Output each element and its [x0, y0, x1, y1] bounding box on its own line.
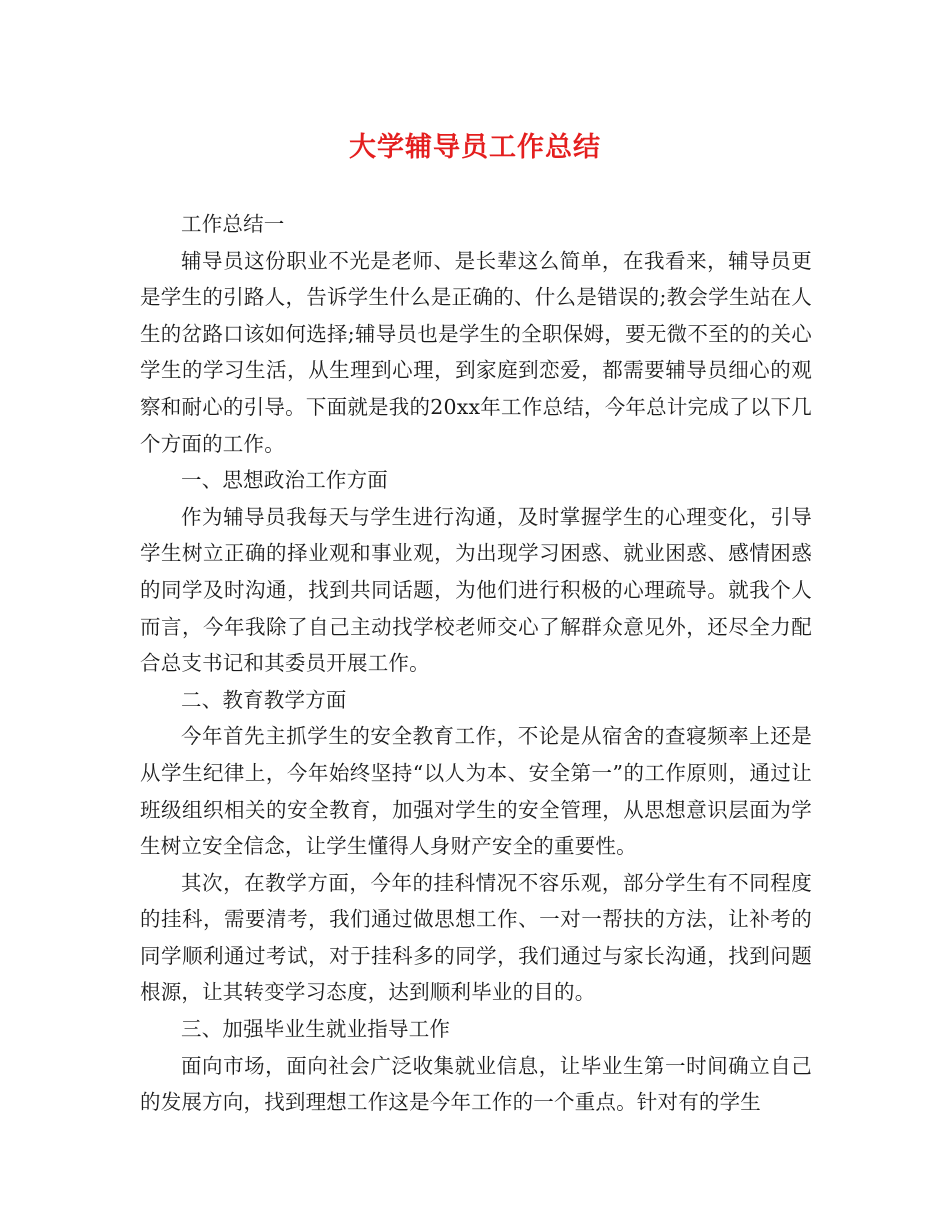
political-work-paragraph: 作为辅导员我每天与学生进行沟通，及时掌握学生的心理变化，引导学生树立正确的择业观和事业观，为出现学习困惑、就业困惑、感情困惑的同学及时沟通，找到共同话题，为他们进行积极的心理疏导。就我个人而言，今年我除了自己主动找学校老师交心了解群众意见外，还尽全力配合总支书记和其委员开展工作。: [140, 504, 812, 676]
section-heading-summary-one: 工作总结一: [181, 212, 285, 236]
teaching-paragraph: 其次，在教学方面，今年的挂科情况不容乐观，部分学生有不同程度的挂科，需要清考，我们通过做思想工作、一对一帮扶的方法，让补考的同学顺利通过考试，对于挂科多的同学，我们通过与家长沟通，找到问题根源，让其转变学习态度，达到顺利毕业的目的。: [140, 870, 812, 1005]
document-body: [140, 206, 812, 1121]
safety-education-paragraph: 今年首先主抓学生的安全教育工作，不论是从宿舍的查寝频率上还是从学生纪律上，今年始终坚持“以人为本、安全第一”的工作原则，通过让班级组织相关的安全教育，加强对学生的安全管理，从思想意识层面为学生树立安全信念，让学生懂得人身财产安全的重要性。: [140, 724, 812, 859]
document-title: 大学辅导员工作总结: [349, 132, 601, 163]
intro-paragraph: 辅导员这份职业不光是老师、是长辈这么简单，在我看来，辅导员更是学生的引路人，告诉学生什么是正确的、什么是错误的;教会学生站在人生的岔路口该如何选择;辅导员也是学生的全职保姆，要无微不至的的关心学生的学习生活，从生理到心理，到家庭到恋爱，都需要辅导员细心的观察和耐心的引导。下面就是我的20xx年工作总结，今年总计完成了以下几个方面的工作。: [140, 248, 812, 456]
section-heading-teaching: 二、教育教学方面: [181, 687, 347, 712]
employment-paragraph: 面向市场，面向社会广泛收集就业信息，让毕业生第一时间确立自己的发展方向，找到理想工作这是今年工作的一个重点。针对有的学生: [140, 1053, 812, 1115]
section-heading-employment: 三、加强毕业生就业指导工作: [181, 1017, 451, 1042]
section-heading-political-work: 一、思想政治工作方面: [181, 468, 388, 493]
